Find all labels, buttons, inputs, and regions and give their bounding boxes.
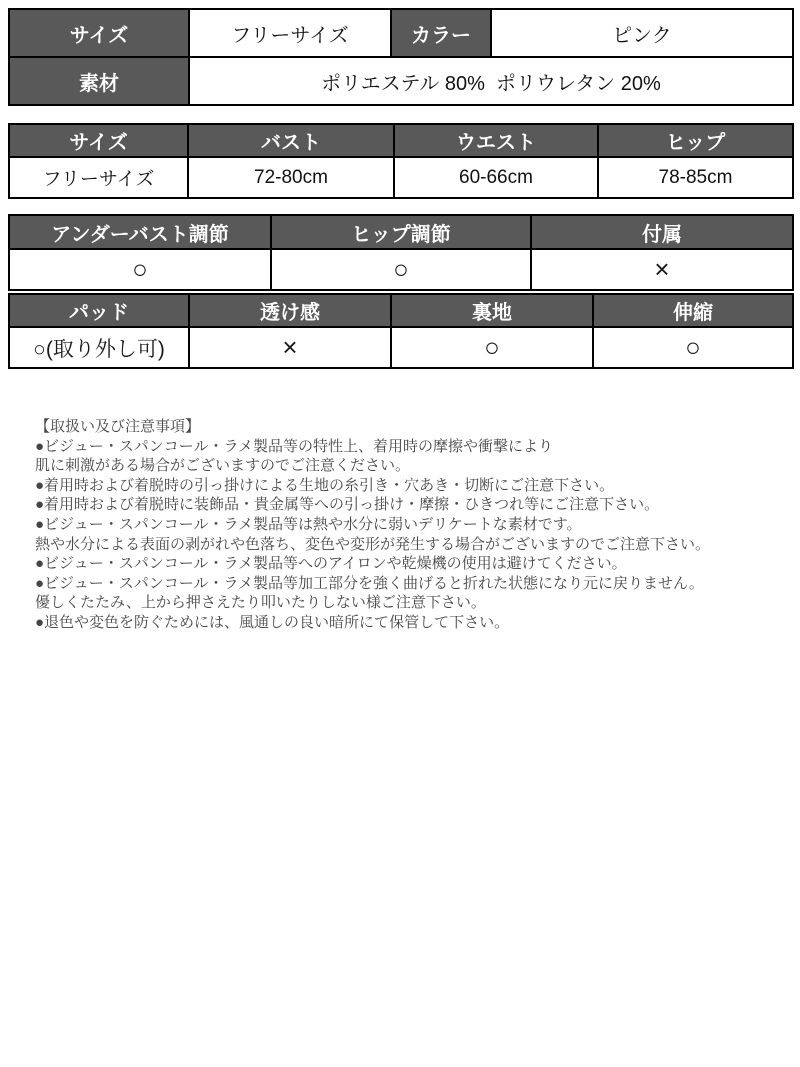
handling-note-line: ●着用時および着脱時に装飾品・貴金属等への引っ掛け・摩擦・ひきつれ等にご注意下さい。	[35, 496, 660, 514]
table-row	[9, 57, 793, 105]
stretch-label: 伸縮	[593, 294, 793, 327]
table-header-row	[9, 124, 793, 157]
material-label: 素材	[9, 57, 189, 105]
measurements-header-bust: バスト	[188, 124, 394, 157]
measurements-header-hip: ヒップ	[598, 124, 793, 157]
spec-summary-table	[8, 8, 794, 106]
features-table	[8, 293, 794, 369]
table-row	[9, 157, 793, 198]
handling-note-line: 優しくたたみ、上から押さえたり叩いたりしない様ご注意下さい。	[35, 594, 486, 612]
handling-note-line: ●ビジュー・スパンコール・ラメ製品等の特性上、着用時の摩擦や衝撃により	[35, 437, 554, 455]
underbust-adjust-label: アンダーバスト調節	[9, 215, 271, 249]
table-row	[9, 9, 793, 57]
measurements-table	[8, 123, 794, 199]
size-value: フリーサイズ	[189, 9, 391, 57]
handling-notes-title: 【取扱い及び注意事項】	[35, 418, 201, 435]
material-value: ポリエステル 80% ポリウレタン 20%	[189, 57, 793, 105]
color-value: ピンク	[491, 9, 793, 57]
handling-note-line: ●ビジュー・スパンコール・ラメ製品等は熱や水分に弱いデリケートな素材です。	[35, 515, 582, 533]
pad-mark: ○(取り外し可)	[9, 327, 189, 368]
pad-label: パッド	[9, 294, 189, 327]
handling-note-line: ●退色や変色を防ぐためには、風通しの良い暗所にて保管して下さい。	[35, 613, 510, 631]
handling-notes	[35, 417, 780, 633]
table-row	[9, 249, 793, 290]
accessory-label: 付属	[531, 215, 793, 249]
color-label: カラー	[391, 9, 491, 57]
sheerness-label: 透け感	[189, 294, 391, 327]
measurements-bust-value: 72-80cm	[188, 157, 394, 198]
accessory-mark: ×	[531, 249, 793, 290]
measurements-size-value: フリーサイズ	[9, 157, 188, 198]
handling-note-line: ●ビジュー・スパンコール・ラメ製品等加工部分を強く曲げると折れた状態になり元に戻りません。	[35, 574, 704, 592]
stretch-mark: ○	[593, 327, 793, 368]
handling-note-line: ●着用時および着脱時の引っ掛けによる生地の糸引き・穴あき・切断にご注意下さい。	[35, 476, 615, 494]
measurements-header-waist: ウエスト	[394, 124, 598, 157]
hip-adjust-label: ヒップ調節	[271, 215, 531, 249]
lining-mark: ○	[391, 327, 593, 368]
table-row	[9, 327, 793, 368]
table-header-row	[9, 294, 793, 327]
size-label: サイズ	[9, 9, 189, 57]
table-header-row	[9, 215, 793, 249]
hip-adjust-mark: ○	[271, 249, 531, 290]
measurements-header-size: サイズ	[9, 124, 188, 157]
handling-note-line: 肌に刺激がある場合がございますのでご注意ください。	[35, 457, 411, 475]
handling-note-line: ●ビジュー・スパンコール・ラメ製品等へのアイロンや乾燥機の使用は避けてください。	[35, 555, 627, 573]
lining-label: 裏地	[391, 294, 593, 327]
underbust-adjust-mark: ○	[9, 249, 271, 290]
measurements-waist-value: 60-66cm	[394, 157, 598, 198]
adjustability-table	[8, 214, 794, 291]
handling-note-line: 熱や水分による表面の剥がれや色落ち、変色や変形が発生する場合がございますのでご注意下さい。	[35, 535, 711, 553]
sheerness-mark: ×	[189, 327, 391, 368]
measurements-hip-value: 78-85cm	[598, 157, 793, 198]
